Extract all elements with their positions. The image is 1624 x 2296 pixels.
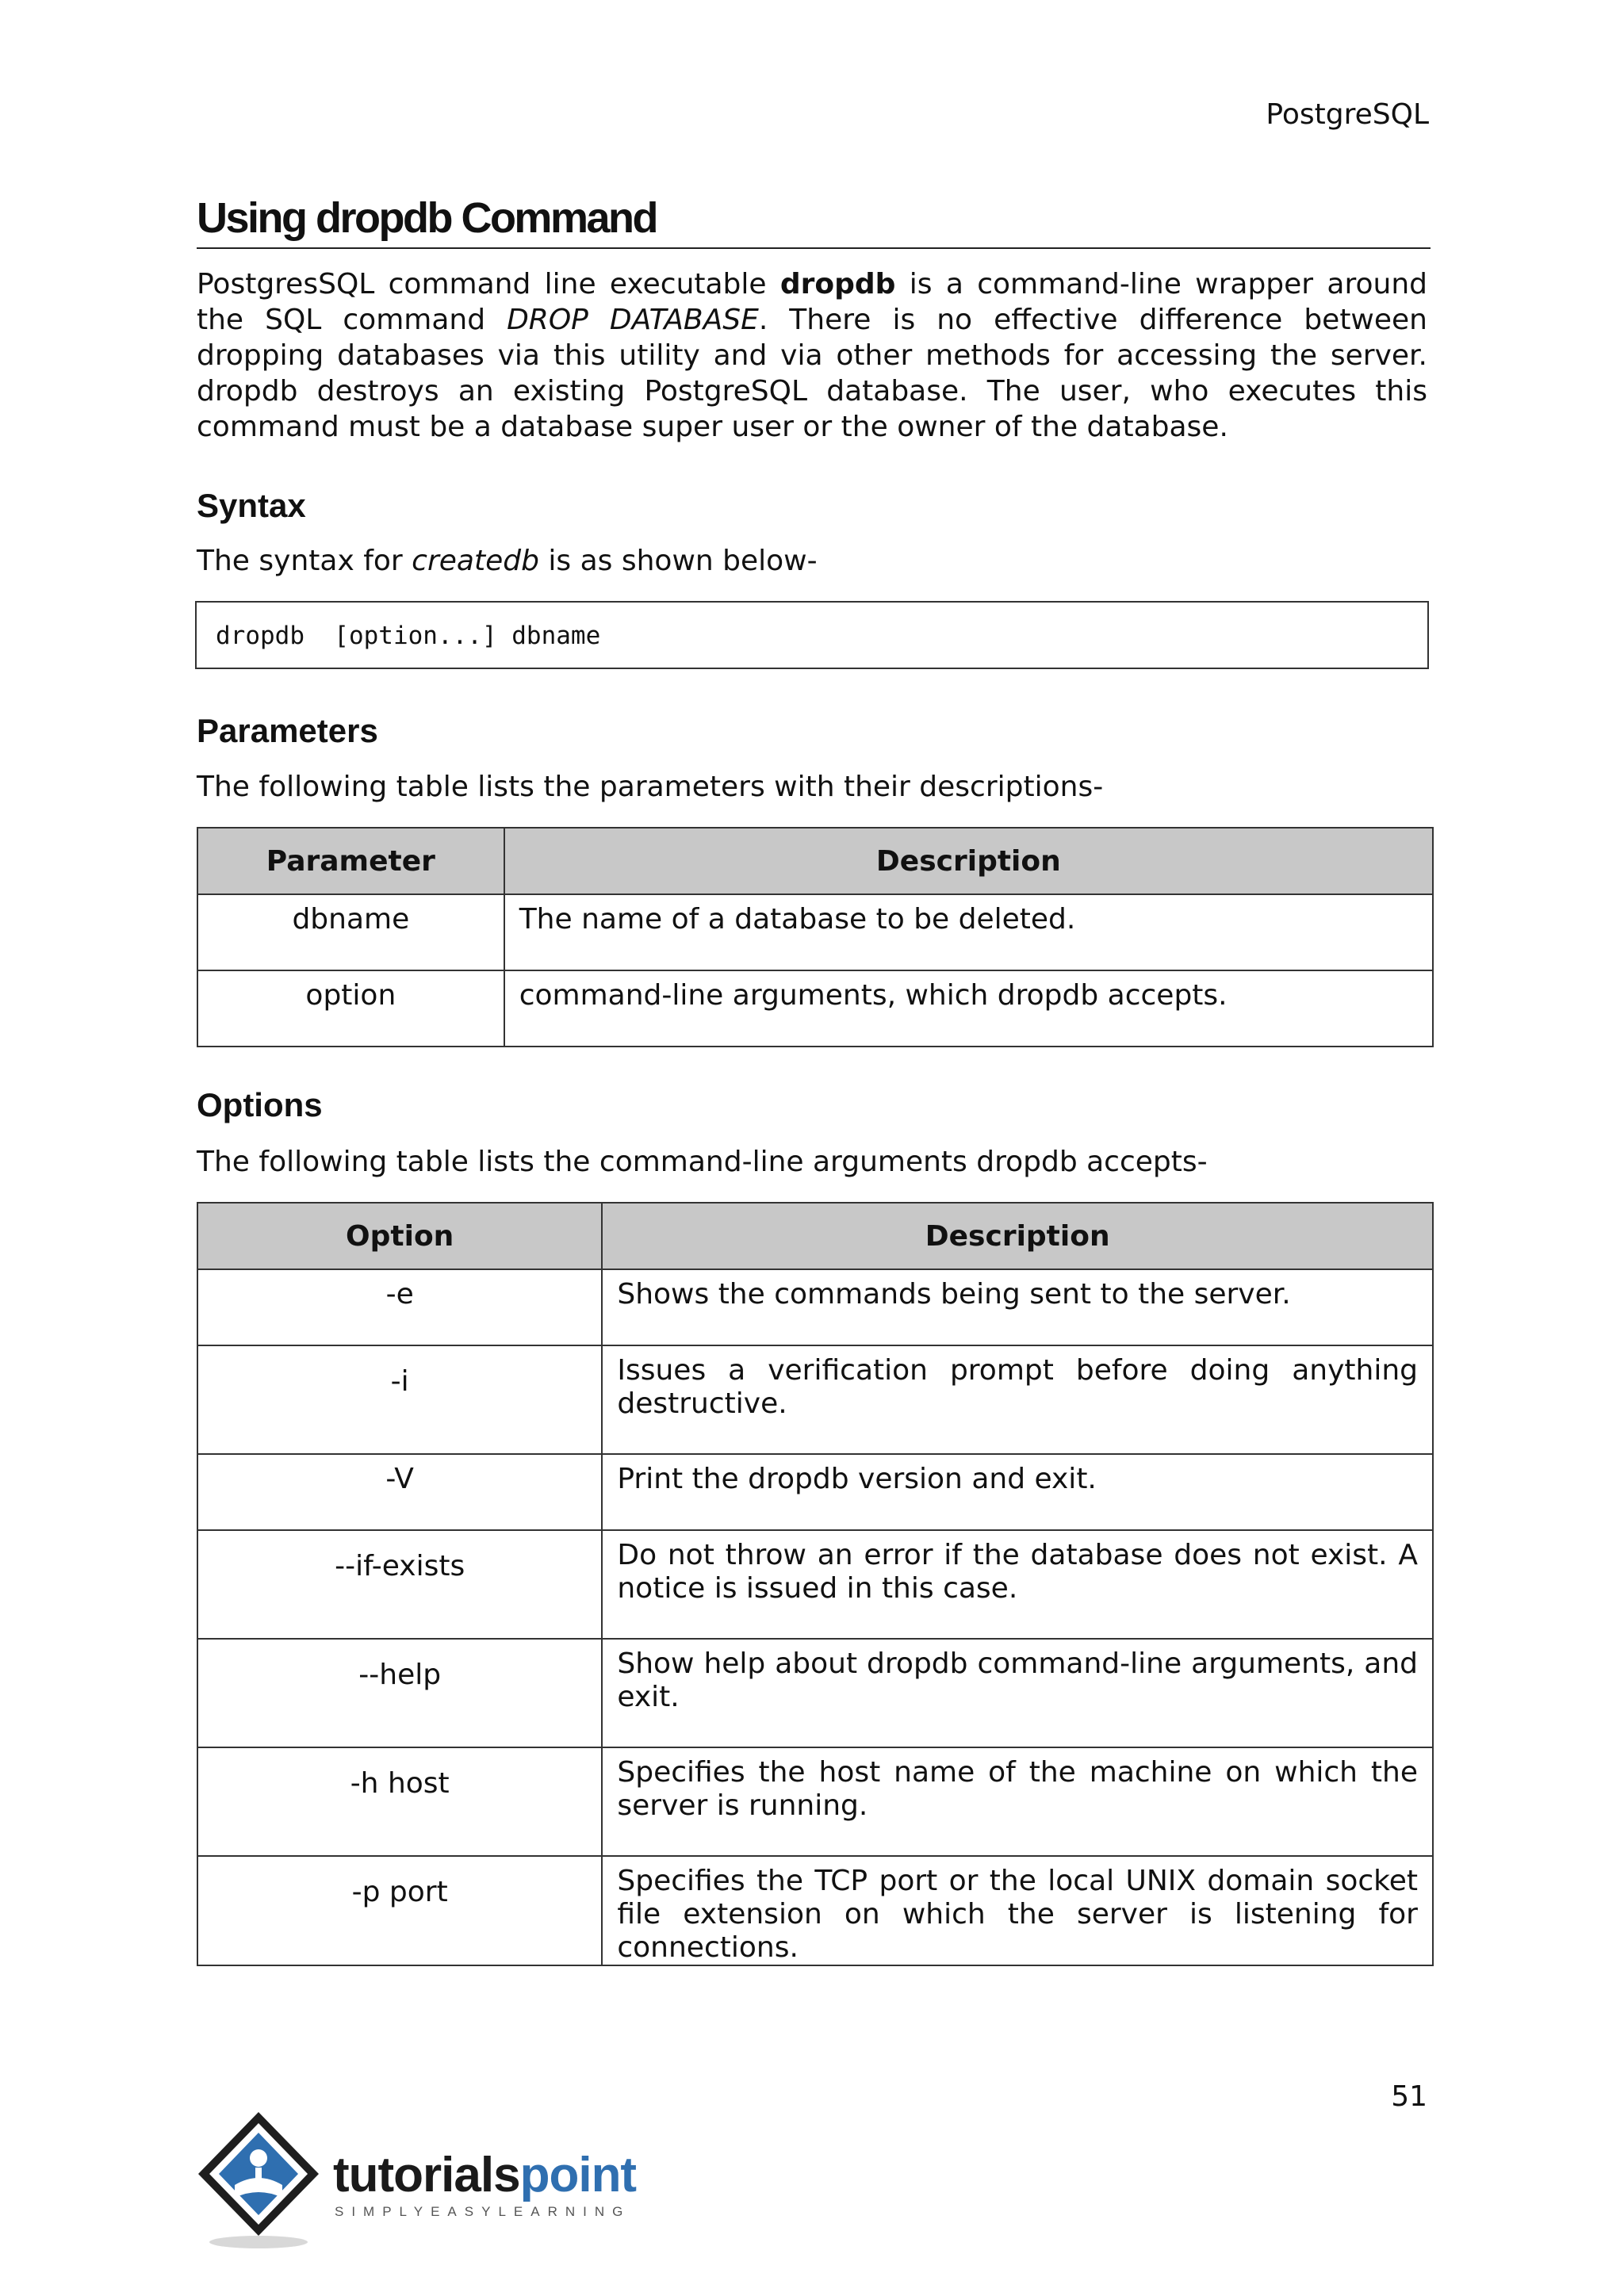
syntax-code-block: dropdb [option...] dbname: [195, 601, 1429, 669]
intro-paragraph: [197, 266, 1427, 445]
logo-wordmark: [333, 2147, 636, 2203]
intro-text-3: . There is no effective difference between dropping databases via this utility and via other methods for accessing the server. dropdb destroys an existing PostgreSQL database. The user, who executes this command must be a database super user or the owner of the database.: [197, 304, 1427, 443]
parameters-header-row: [197, 828, 1433, 894]
option-name: -h host: [197, 1747, 602, 1856]
table-row: [197, 1454, 1433, 1530]
intro-text-1: PostgresSQL command line executable: [197, 268, 780, 300]
page-number: 51: [1391, 2080, 1427, 2113]
table-row: [197, 1345, 1433, 1454]
option-description: Issues a verification prompt before doing anything destructive.: [602, 1345, 1433, 1454]
table-row: [197, 1639, 1433, 1747]
option-name: -V: [197, 1454, 602, 1530]
option-description: Specifies the host name of the machine on which the server is running.: [602, 1747, 1433, 1856]
logo-word-point: point: [519, 2148, 637, 2202]
logo-diamond-icon: [193, 2109, 328, 2252]
parameters-intro: The following table lists the parameters with their descriptions-: [197, 771, 1104, 803]
table-row: [197, 1747, 1433, 1856]
options-header-option: Option: [197, 1203, 602, 1269]
option-description: Specifies the TCP port or the local UNIX domain socket file extension on which the server is listening for connections.: [602, 1856, 1433, 1965]
logo-word-tutorials: tutorials: [333, 2148, 520, 2202]
syntax-intro-text-1: The syntax for: [197, 545, 412, 577]
options-intro: The following table lists the command-line arguments dropdb accepts-: [197, 1146, 1208, 1178]
running-header: PostgreSQL: [1266, 98, 1429, 131]
parameters-header-parameter: Parameter: [197, 828, 504, 894]
option-description: Print the dropdb version and exit.: [602, 1454, 1433, 1530]
table-row: [197, 1856, 1433, 1965]
option-name: --help: [197, 1639, 602, 1747]
tutorialspoint-logo: [193, 2109, 685, 2252]
syntax-intro-italic: createdb: [412, 545, 539, 577]
parameter-description: The name of a database to be deleted.: [504, 894, 1433, 970]
parameters-header-description: Description: [504, 828, 1433, 894]
intro-bold-dropdb: dropdb: [779, 268, 896, 300]
table-row: [197, 894, 1433, 970]
parameters-heading: Parameters: [197, 712, 378, 749]
options-heading: Options: [197, 1086, 323, 1123]
option-name: --if-exists: [197, 1530, 602, 1639]
parameter-name: dbname: [197, 894, 504, 970]
parameter-description: command-line arguments, which dropdb accepts.: [504, 970, 1433, 1047]
parameters-table: [197, 827, 1434, 1047]
table-row: [197, 1269, 1433, 1345]
logo-tagline: SIMPLYEASYLEARNING: [335, 2204, 631, 2219]
syntax-intro-text-2: is as shown below-: [538, 545, 818, 577]
intro-text-2: is a command-line wrapper around the SQL command: [197, 268, 1427, 336]
option-description: Show help about dropdb command-line arguments, and exit.: [602, 1639, 1433, 1747]
option-description: Do not throw an error if the database does not exist. A notice is issued in this case.: [602, 1530, 1433, 1639]
parameter-name: option: [197, 970, 504, 1047]
options-header-description: Description: [602, 1203, 1433, 1269]
options-table: [197, 1202, 1434, 1966]
intro-italic-drop-database: DROP DATABASE: [507, 304, 759, 336]
option-name: -i: [197, 1345, 602, 1454]
option-name: -p port: [197, 1856, 602, 1965]
page-title: Using dropdb Command: [197, 193, 1431, 249]
syntax-intro: [197, 543, 1427, 579]
option-description: Shows the commands being sent to the server.: [602, 1269, 1433, 1345]
syntax-heading: Syntax: [197, 487, 306, 524]
options-header-row: [197, 1203, 1433, 1269]
table-row: [197, 1530, 1433, 1639]
option-name: -e: [197, 1269, 602, 1345]
table-row: [197, 970, 1433, 1047]
